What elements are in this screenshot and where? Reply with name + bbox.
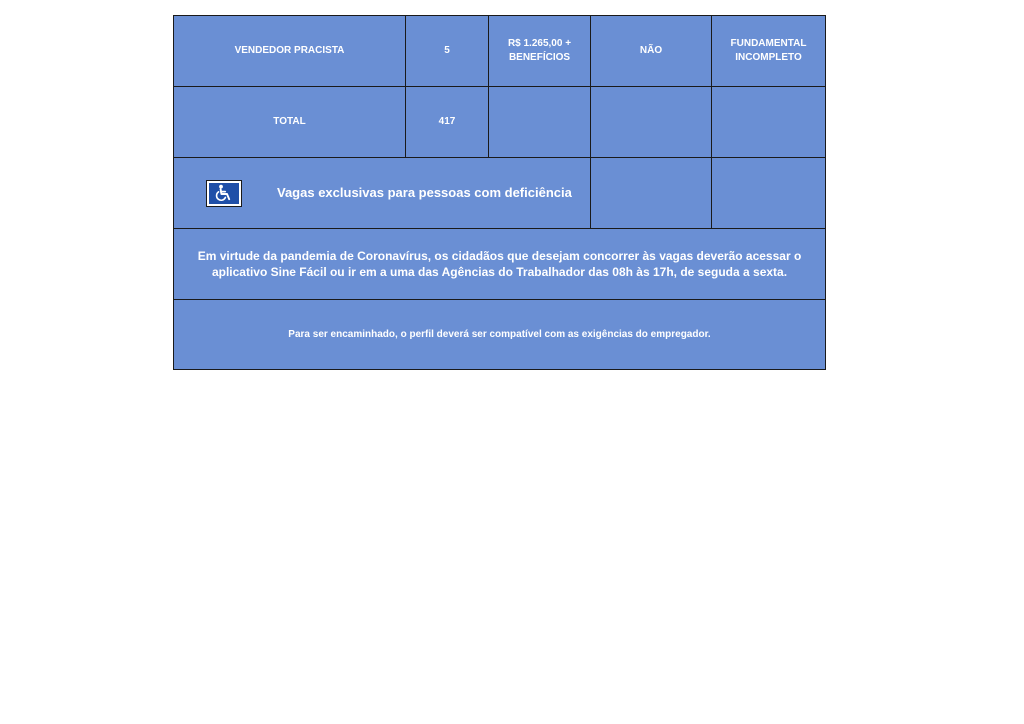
wheelchair-icon-inner — [209, 183, 239, 204]
pcd-empty-cell-1 — [591, 158, 712, 229]
total-value: 417 — [438, 116, 456, 127]
total-label-cell — [174, 87, 406, 158]
notice-line2: aplicativo Sine Fácil ou ir em a uma das Agências do Trabalhador das 08h às 17h, de seguda a sexta. — [211, 265, 788, 279]
table-row-total — [174, 87, 826, 158]
pcd-wrap — [206, 180, 584, 207]
job-education-line2: INCOMPLETO — [735, 52, 802, 63]
table-row-pcd — [174, 158, 826, 229]
pcd-empty-cell-2 — [712, 158, 826, 229]
footer-note-cell — [174, 300, 826, 370]
job-experience-cell — [591, 16, 712, 87]
job-salary-cell — [489, 16, 591, 87]
job-salary-line1: R$ 1.265,00 + — [507, 38, 572, 49]
job-experience: NÃO — [639, 45, 663, 56]
table-row-notice — [174, 229, 826, 300]
job-salary-line2: BENEFÍCIOS — [508, 52, 571, 63]
pcd-cell — [174, 158, 591, 229]
wheelchair-icon — [206, 180, 242, 207]
wheelchair-symbol — [213, 184, 235, 202]
total-label: TOTAL — [273, 116, 306, 127]
footer-note: Para ser encaminhado, o perfil deverá ser compatível com as exigências do empregador. — [288, 328, 711, 340]
job-role-cell — [174, 16, 406, 87]
table-row-footer — [174, 300, 826, 370]
job-role: VENDEDOR PRACISTA — [234, 45, 345, 56]
pcd-text: Vagas exclusivas para pessoas com deficiência — [277, 185, 572, 200]
notice-line1: Em virtude da pandemia de Coronavírus, os cidadãos que desejam concorrer às vagas deverão acessar o — [197, 249, 802, 263]
total-empty-cell-2 — [591, 87, 712, 158]
notice-cell — [174, 229, 826, 300]
job-openings: 5 — [444, 45, 450, 56]
job-education-cell — [712, 16, 826, 87]
total-empty-cell-3 — [712, 87, 826, 158]
job-education-line1: FUNDAMENTAL — [730, 38, 807, 49]
table-row-job — [174, 16, 826, 87]
total-empty-cell-1 — [489, 87, 591, 158]
job-openings-cell — [406, 16, 489, 87]
total-value-cell — [406, 87, 489, 158]
job-openings-table — [173, 15, 826, 370]
